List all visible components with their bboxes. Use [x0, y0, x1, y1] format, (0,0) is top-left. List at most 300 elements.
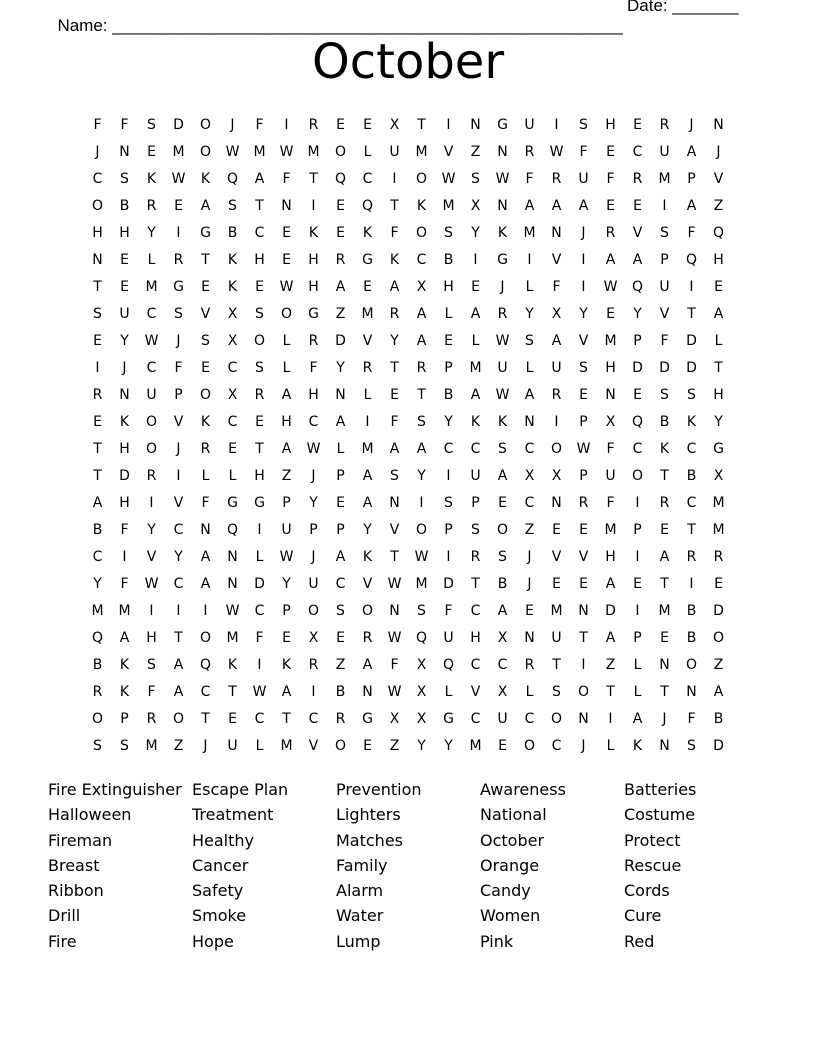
grid-letter: A — [713, 305, 724, 322]
grid-letter: W — [414, 548, 429, 565]
grid-letter: R — [146, 710, 157, 727]
grid-letter: Z — [470, 143, 481, 160]
grid-letter: I — [176, 602, 181, 619]
grid-letter: I — [554, 116, 559, 133]
grid-letter: S — [552, 683, 561, 700]
grid-letter: L — [336, 440, 345, 457]
word-list-item: Fire Extinguisher — [48, 780, 182, 799]
grid-letter: J — [230, 116, 235, 133]
grid-letter: D — [173, 116, 184, 133]
grid-letter: P — [336, 521, 345, 538]
grid-letter: Z — [335, 656, 346, 673]
grid-letter: T — [417, 386, 426, 403]
grid-letter: J — [176, 440, 181, 457]
grid-letter: P — [282, 494, 291, 511]
grid-letter: F — [687, 710, 696, 727]
grid-letter: C — [200, 683, 211, 700]
grid-letter: P — [471, 494, 480, 511]
grid-letter: V — [470, 683, 481, 700]
grid-letter: S — [498, 548, 507, 565]
grid-letter: I — [446, 467, 451, 484]
grid-letter: X — [227, 305, 238, 322]
grid-letter: G — [362, 251, 373, 268]
grid-letter: P — [309, 521, 318, 538]
grid-letter: Z — [389, 737, 400, 754]
grid-letter: X — [497, 629, 508, 646]
grid-letter: E — [525, 602, 534, 619]
date-field-label: Date: _______ — [627, 0, 739, 15]
grid-letter: U — [578, 170, 589, 187]
grid-letter: C — [335, 575, 346, 592]
grid-letter: E — [147, 143, 156, 160]
grid-letter: J — [527, 548, 532, 565]
word-list-item: National — [480, 805, 547, 825]
grid-letter: L — [147, 251, 156, 268]
grid-letter: U — [524, 116, 535, 133]
grid-letter: O — [199, 629, 212, 646]
grid-letter: R — [713, 548, 724, 565]
grid-letter: N — [389, 602, 400, 619]
grid-letter: Y — [633, 305, 642, 322]
word-list-item: Smoke — [192, 906, 247, 926]
grid-letter: K — [362, 224, 373, 241]
grid-letter: I — [635, 494, 640, 511]
grid-letter: R — [416, 359, 427, 376]
grid-letter: I — [635, 602, 640, 619]
grid-letter: J — [500, 278, 505, 295]
grid-letter: M — [469, 359, 482, 376]
grid-letter: S — [660, 386, 669, 403]
grid-letter: R — [632, 170, 643, 187]
grid-letter: Y — [471, 224, 480, 241]
grid-letter: F — [255, 116, 264, 133]
grid-letter: Z — [335, 305, 346, 322]
grid-letter: E — [498, 737, 507, 754]
grid-letter: O — [496, 521, 509, 538]
grid-letter: S — [579, 116, 588, 133]
grid-letter: Q — [631, 413, 644, 430]
grid-letter: H — [605, 116, 616, 133]
grid-letter: S — [687, 386, 696, 403]
grid-letter: N — [578, 602, 589, 619]
grid-letter: J — [203, 737, 208, 754]
grid-letter: W — [387, 575, 402, 592]
grid-letter: I — [689, 575, 694, 592]
grid-letter: I — [554, 413, 559, 430]
grid-letter: H — [605, 359, 616, 376]
grid-letter: G — [308, 305, 319, 322]
grid-letter: Y — [120, 332, 129, 349]
grid-letter: U — [551, 629, 562, 646]
grid-letter: Y — [525, 305, 534, 322]
grid-letter: S — [147, 116, 156, 133]
grid-letter: W — [495, 170, 510, 187]
grid-letter: I — [311, 197, 316, 214]
grid-letter: J — [689, 116, 694, 133]
grid-letter: A — [524, 386, 535, 403]
grid-letter: H — [443, 278, 454, 295]
grid-letter: A — [686, 143, 697, 160]
grid-letter: E — [255, 413, 264, 430]
grid-letter: S — [417, 602, 426, 619]
grid-letter: C — [254, 710, 265, 727]
grid-letter: E — [444, 332, 453, 349]
grid-letter: L — [714, 332, 723, 349]
grid-letter: C — [92, 170, 103, 187]
grid-letter: I — [176, 467, 181, 484]
grid-letter: R — [605, 224, 616, 241]
grid-letter: G — [362, 710, 373, 727]
grid-letter: F — [120, 575, 129, 592]
grid-letter: P — [633, 332, 642, 349]
word-list-item: Candy — [480, 881, 531, 901]
grid-letter: A — [605, 251, 616, 268]
grid-letter: J — [95, 143, 100, 160]
grid-letter: R — [551, 386, 562, 403]
grid-letter: H — [308, 251, 319, 268]
grid-letter: C — [254, 224, 265, 241]
grid-letter: K — [308, 224, 319, 241]
grid-letter: L — [444, 305, 453, 322]
word-list-item: October — [480, 830, 545, 850]
grid-letter: R — [362, 629, 373, 646]
grid-letter: K — [497, 413, 508, 430]
grid-letter: C — [227, 359, 238, 376]
grid-letter: E — [579, 575, 588, 592]
grid-letter: C — [146, 359, 157, 376]
grid-letter: P — [633, 629, 642, 646]
grid-letter: F — [660, 332, 669, 349]
grid-letter: A — [200, 197, 211, 214]
word-list-item: Awareness — [480, 780, 566, 799]
grid-letter: C — [227, 413, 238, 430]
word-list-item: Batteries — [624, 780, 697, 799]
word-list-item: Pink — [480, 931, 514, 951]
grid-letter: K — [281, 656, 292, 673]
grid-letter: X — [416, 710, 427, 727]
grid-letter: M — [145, 278, 158, 295]
word-list-item: Fire — [48, 931, 77, 951]
grid-letter: V — [551, 548, 562, 565]
grid-letter: A — [119, 629, 130, 646]
grid-letter: F — [174, 359, 183, 376]
grid-letter: N — [659, 656, 670, 673]
grid-letter: N — [92, 251, 103, 268]
word-list — [48, 780, 768, 957]
grid-letter: B — [686, 629, 697, 646]
grid-letter: A — [578, 197, 589, 214]
grid-letter: C — [524, 494, 535, 511]
grid-letter: D — [335, 332, 346, 349]
grid-letter: A — [470, 305, 481, 322]
grid-letter: K — [686, 413, 697, 430]
grid-letter: K — [119, 656, 130, 673]
grid-letter: R — [497, 305, 508, 322]
grid-letter: M — [658, 170, 671, 187]
grid-letter: N — [497, 143, 508, 160]
grid-letter: R — [362, 359, 373, 376]
grid-letter: L — [633, 683, 642, 700]
grid-letter: M — [307, 143, 320, 160]
grid-letter: E — [228, 710, 237, 727]
grid-letter: Q — [91, 629, 104, 646]
grid-letter: T — [93, 467, 102, 484]
grid-letter: I — [203, 602, 208, 619]
grid-letter: C — [470, 710, 481, 727]
grid-letter: B — [686, 602, 697, 619]
grid-letter: R — [524, 656, 535, 673]
grid-letter: Z — [281, 467, 292, 484]
grid-letter: Y — [363, 521, 372, 538]
grid-letter: A — [605, 575, 616, 592]
grid-letter: T — [417, 116, 426, 133]
grid-letter: I — [419, 494, 424, 511]
grid-letter: D — [686, 332, 697, 349]
grid-letter: C — [632, 440, 643, 457]
grid-letter: P — [444, 521, 453, 538]
grid-letter: T — [687, 521, 696, 538]
grid-letter: S — [93, 737, 102, 754]
grid-letter: U — [308, 575, 319, 592]
grid-letter: F — [606, 494, 615, 511]
grid-letter: E — [93, 413, 102, 430]
grid-letter: A — [362, 467, 373, 484]
grid-letter: H — [605, 548, 616, 565]
grid-letter: Y — [147, 521, 156, 538]
grid-letter: C — [362, 170, 373, 187]
grid-letter: T — [201, 251, 210, 268]
grid-letter: F — [309, 359, 318, 376]
grid-letter: G — [200, 224, 211, 241]
grid-letter: T — [471, 575, 480, 592]
grid-letter: W — [279, 548, 294, 565]
word-list-item: Fireman — [48, 830, 113, 850]
grid-letter: D — [632, 359, 643, 376]
grid-letter: X — [605, 413, 616, 430]
grid-letter: Z — [524, 521, 535, 538]
grid-letter: J — [176, 332, 181, 349]
grid-letter: W — [225, 602, 240, 619]
grid-letter: J — [716, 143, 721, 160]
word-list-item: Orange — [480, 855, 540, 875]
grid-letter: Y — [93, 575, 102, 592]
grid-letter: A — [335, 548, 346, 565]
grid-letter: T — [660, 575, 669, 592]
grid-letter: G — [497, 116, 508, 133]
grid-letter: E — [498, 494, 507, 511]
grid-letter: C — [470, 440, 481, 457]
grid-letter: E — [336, 494, 345, 511]
grid-letter: A — [362, 656, 373, 673]
word-list-item: Women — [480, 906, 541, 926]
grid-letter: A — [335, 278, 346, 295]
grid-letter: N — [713, 116, 724, 133]
grid-letter: U — [389, 143, 400, 160]
grid-letter: V — [578, 548, 589, 565]
grid-letter: T — [390, 548, 399, 565]
grid-letter: M — [91, 602, 104, 619]
grid-letter: M — [361, 305, 374, 322]
grid-letter: I — [257, 521, 262, 538]
grid-letter: T — [282, 710, 291, 727]
grid-letter: M — [226, 629, 239, 646]
word-list-item: Cure — [624, 906, 662, 926]
grid-letter: O — [361, 602, 374, 619]
grid-letter: T — [201, 710, 210, 727]
grid-letter: M — [145, 737, 158, 754]
grid-letter: V — [632, 224, 643, 241]
grid-letter: Q — [226, 170, 239, 187]
grid-letter: E — [336, 197, 345, 214]
grid-letter: A — [632, 251, 643, 268]
grid-letter: E — [714, 575, 723, 592]
grid-letter: E — [228, 440, 237, 457]
grid-letter: F — [525, 170, 534, 187]
grid-letter: Q — [415, 629, 428, 646]
grid-letter: G — [227, 494, 238, 511]
page-title: October — [311, 34, 505, 90]
word-list-item: Prevention — [336, 780, 422, 799]
word-list-item: Costume — [624, 805, 696, 825]
grid-letter: O — [631, 467, 644, 484]
grid-letter: O — [280, 305, 293, 322]
grid-letter: B — [443, 251, 454, 268]
grid-letter: Y — [282, 575, 291, 592]
grid-letter: R — [173, 251, 184, 268]
grid-letter: W — [252, 683, 267, 700]
grid-letter: O — [199, 116, 212, 133]
grid-letter: I — [149, 494, 154, 511]
grid-letter: R — [308, 116, 319, 133]
grid-letter: D — [254, 575, 265, 592]
grid-letter: S — [660, 224, 669, 241]
grid-letter: E — [471, 278, 480, 295]
grid-letter: O — [712, 629, 725, 646]
grid-letter: P — [336, 467, 345, 484]
grid-letter: N — [524, 413, 535, 430]
grid-letter: L — [633, 656, 642, 673]
grid-letter: W — [144, 575, 159, 592]
grid-letter: U — [146, 386, 157, 403]
grid-letter: C — [416, 251, 427, 268]
grid-letter: E — [336, 116, 345, 133]
grid-letter: F — [390, 224, 399, 241]
grid-letter: E — [660, 629, 669, 646]
grid-letter: S — [93, 305, 102, 322]
grid-letter: E — [579, 521, 588, 538]
grid-letter: A — [659, 548, 670, 565]
grid-letter: Q — [199, 656, 212, 673]
grid-letter: O — [91, 197, 104, 214]
grid-letter: L — [201, 467, 210, 484]
grid-letter: Q — [361, 197, 374, 214]
grid-letter: Y — [336, 359, 345, 376]
grid-letter: E — [633, 116, 642, 133]
grid-letter: M — [712, 521, 725, 538]
grid-letter: X — [497, 683, 508, 700]
grid-letter: L — [363, 386, 372, 403]
grid-letter: T — [93, 278, 102, 295]
grid-letter: K — [632, 737, 643, 754]
grid-letter: B — [227, 224, 238, 241]
grid-letter: H — [92, 224, 103, 241]
grid-letter: L — [255, 548, 264, 565]
grid-letter: A — [200, 575, 211, 592]
word-list-item: Hope — [192, 931, 234, 951]
grid-letter: Q — [226, 521, 239, 538]
grid-letter: K — [227, 656, 238, 673]
word-list-item: Halloween — [48, 805, 132, 825]
grid-letter: S — [417, 413, 426, 430]
grid-letter: N — [200, 521, 211, 538]
grid-letter: H — [713, 386, 724, 403]
grid-letter: N — [659, 737, 670, 754]
grid-letter: S — [525, 332, 534, 349]
word-list-item: Escape Plan — [192, 780, 289, 799]
word-list-item: Drill — [48, 906, 81, 926]
grid-letter: C — [686, 440, 697, 457]
grid-letter: M — [280, 737, 293, 754]
grid-letter: T — [228, 683, 237, 700]
grid-letter: A — [281, 683, 292, 700]
grid-letter: T — [606, 683, 615, 700]
grid-letter: K — [362, 548, 373, 565]
grid-letter: P — [174, 386, 183, 403]
grid-letter: E — [660, 521, 669, 538]
grid-letter: X — [308, 629, 319, 646]
grid-letter: K — [497, 224, 508, 241]
grid-letter: S — [390, 467, 399, 484]
grid-letter: B — [92, 656, 103, 673]
grid-letter: R — [389, 305, 400, 322]
grid-letter: O — [415, 170, 428, 187]
grid-letter: N — [578, 710, 589, 727]
grid-letter: D — [605, 602, 616, 619]
grid-letter: H — [281, 413, 292, 430]
grid-letter: N — [686, 683, 697, 700]
grid-letter: K — [227, 278, 238, 295]
grid-letter: X — [227, 386, 238, 403]
grid-letter: K — [659, 440, 670, 457]
grid-letter: A — [713, 683, 724, 700]
word-list-item: Family — [336, 855, 388, 875]
grid-letter: W — [279, 143, 294, 160]
grid-letter: F — [147, 683, 156, 700]
grid-letter: C — [308, 710, 319, 727]
grid-letter: U — [443, 629, 454, 646]
grid-letter: E — [633, 386, 642, 403]
grid-letter: R — [524, 143, 535, 160]
grid-letter: H — [713, 251, 724, 268]
grid-letter: A — [632, 710, 643, 727]
grid-letter: Y — [309, 494, 318, 511]
grid-letter: W — [495, 332, 510, 349]
grid-letter: U — [659, 143, 670, 160]
grid-letter: A — [416, 332, 427, 349]
grid-letter: E — [606, 305, 615, 322]
grid-letter: U — [281, 521, 292, 538]
grid-letter: N — [389, 494, 400, 511]
grid-letter: G — [254, 494, 265, 511]
word-list-item: Matches — [336, 830, 403, 850]
grid-letter: F — [606, 170, 615, 187]
grid-letter: E — [93, 332, 102, 349]
word-list-item: Healthy — [192, 830, 255, 850]
grid-letter: N — [470, 116, 481, 133]
grid-letter: W — [387, 683, 402, 700]
grid-letter: O — [253, 332, 266, 349]
word-list-item: Water — [336, 906, 384, 926]
